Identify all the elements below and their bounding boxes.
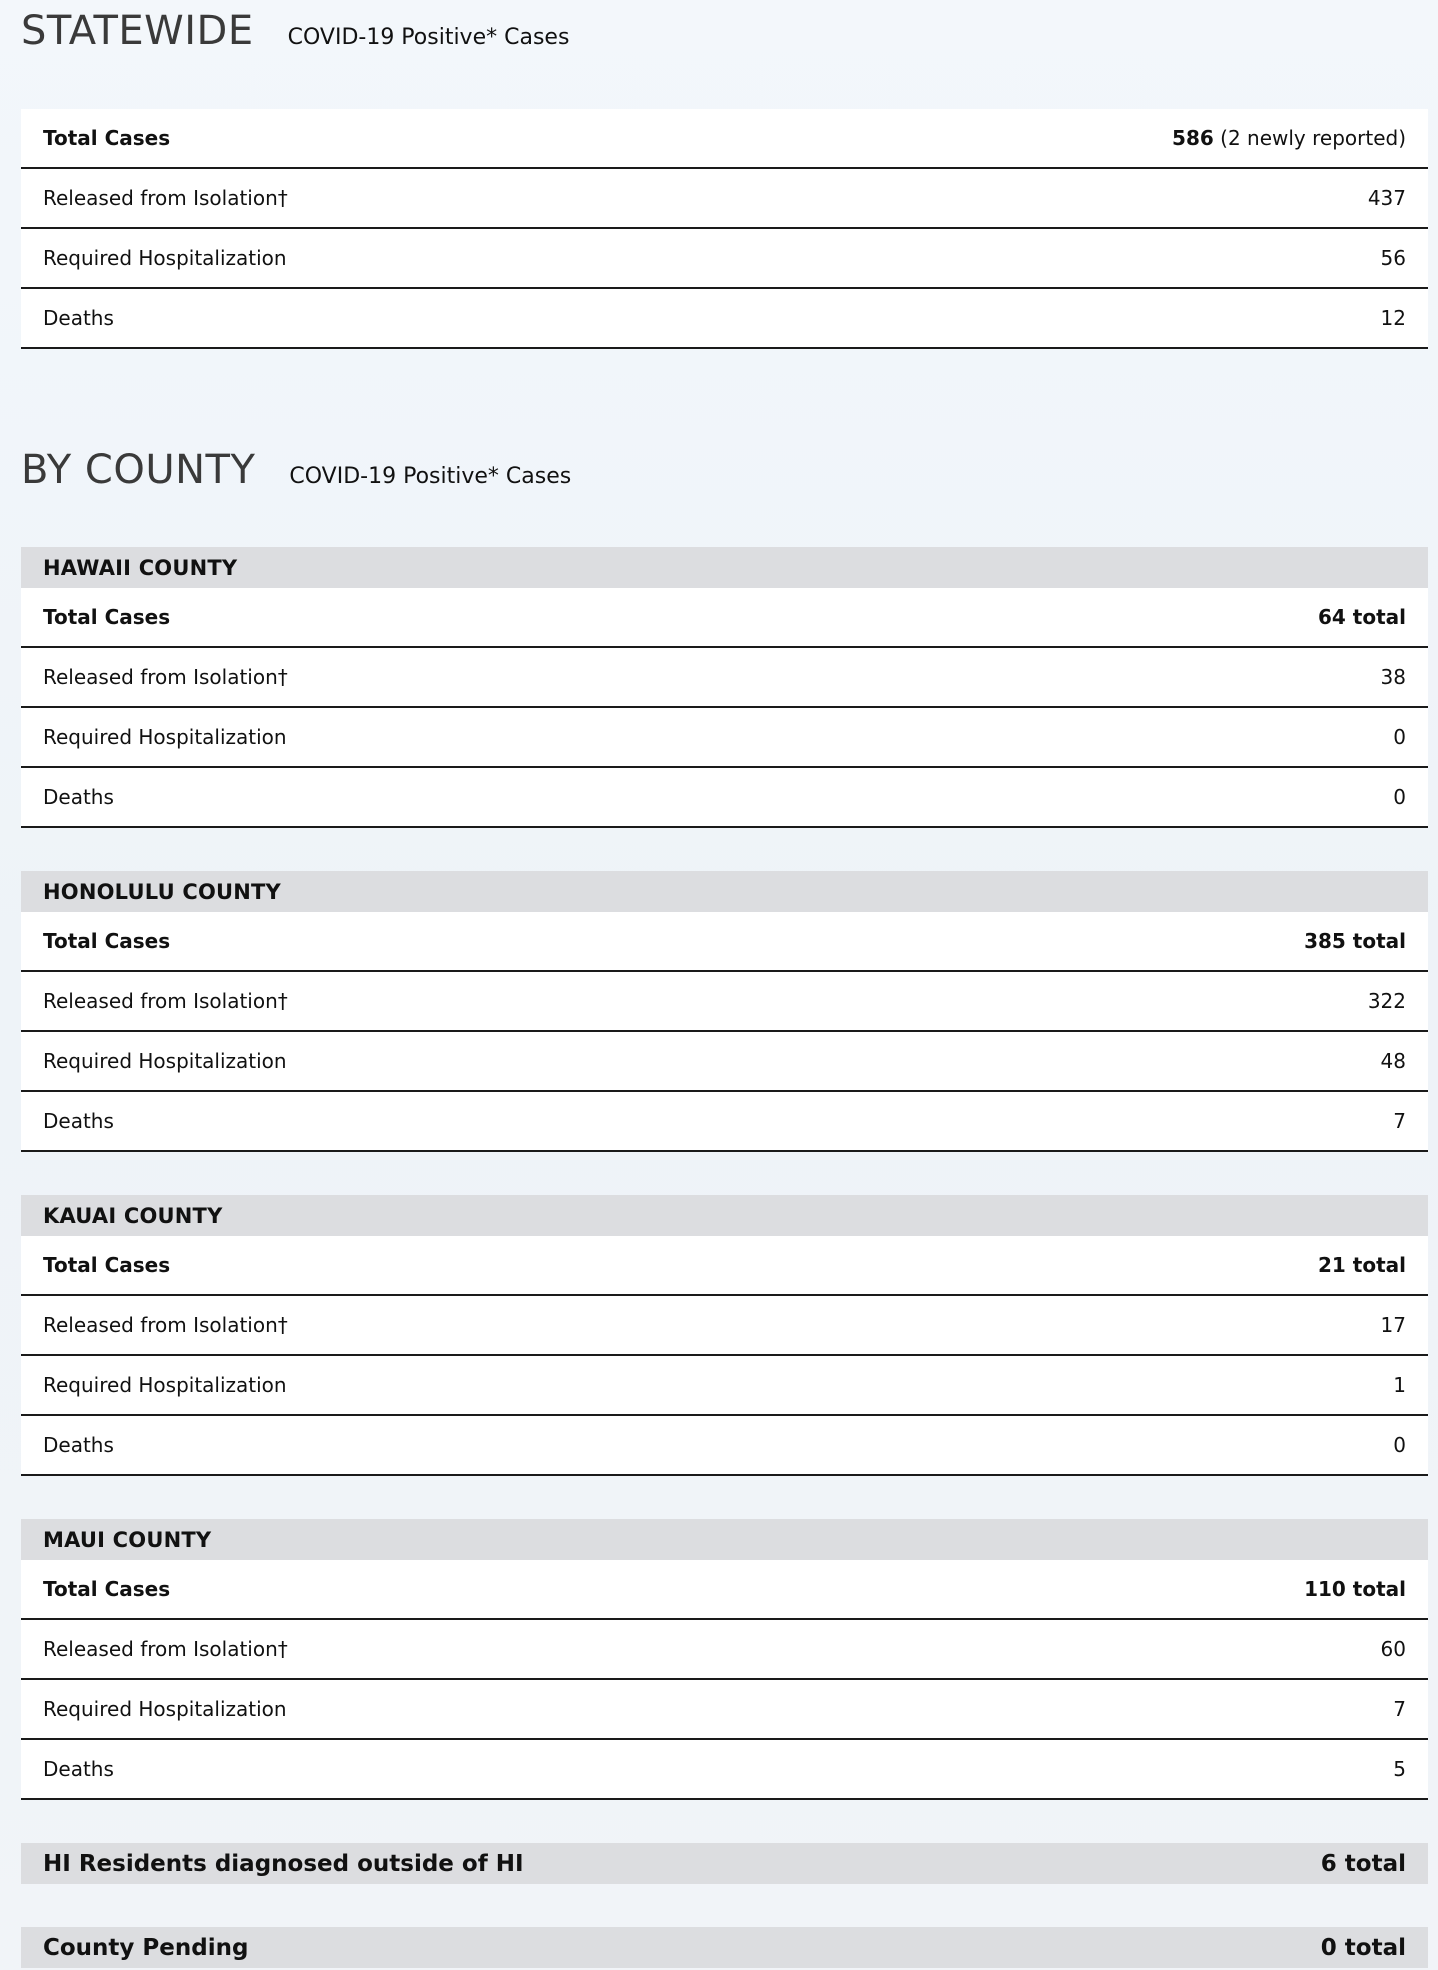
row-value: 385 total xyxy=(1304,929,1406,953)
row-label: Released from Isolation† xyxy=(43,989,288,1013)
row-value: 56 xyxy=(1380,246,1406,270)
table-row xyxy=(21,972,1428,1032)
row-label: Required Hospitalization xyxy=(43,1697,287,1721)
row-value: 12 xyxy=(1380,306,1406,330)
row-value: 38 xyxy=(1380,665,1406,689)
table-row xyxy=(21,289,1428,349)
table-row xyxy=(21,768,1428,828)
row-label: Deaths xyxy=(43,306,114,330)
row-value xyxy=(1172,126,1406,150)
by-county-title: BY COUNTY xyxy=(21,447,256,493)
county-name: HONOLULU COUNTY xyxy=(21,871,1428,912)
row-label: Deaths xyxy=(43,1109,114,1133)
row-label: Released from Isolation† xyxy=(43,665,288,689)
table-row xyxy=(21,708,1428,768)
table-row xyxy=(21,648,1428,708)
total-cases-value: 586 xyxy=(1172,126,1214,150)
statewide-subtitle: COVID-19 Positive* Cases xyxy=(287,25,570,50)
table-row xyxy=(21,1356,1428,1416)
table-row xyxy=(21,1620,1428,1680)
row-value: 110 total xyxy=(1304,1577,1406,1601)
row-value: 7 xyxy=(1393,1109,1406,1133)
row-value: 437 xyxy=(1367,186,1406,210)
row-label: Total Cases xyxy=(43,929,171,953)
table-row xyxy=(21,1296,1428,1356)
row-label: Deaths xyxy=(43,1433,114,1457)
table-row xyxy=(21,229,1428,289)
statewide-title: STATEWIDE xyxy=(21,8,254,54)
county-pending-value: 0 total xyxy=(1320,1934,1406,1961)
table-row xyxy=(21,912,1428,972)
page xyxy=(21,0,1428,1968)
row-value: 17 xyxy=(1380,1313,1406,1337)
row-value: 0 xyxy=(1393,725,1406,749)
county-block-honolulu xyxy=(21,871,1428,1152)
row-label: Released from Isolation† xyxy=(43,1637,288,1661)
county-pending-label: County Pending xyxy=(43,1934,249,1961)
row-value: 0 xyxy=(1393,1433,1406,1457)
row-value: 48 xyxy=(1380,1049,1406,1073)
newly-reported-note: (2 newly reported) xyxy=(1213,126,1406,150)
table-row xyxy=(21,1740,1428,1800)
row-value: 322 xyxy=(1367,989,1406,1013)
statewide-table xyxy=(21,109,1428,349)
table-row xyxy=(21,588,1428,648)
outside-hi-label: HI Residents diagnosed outside of HI xyxy=(43,1850,524,1877)
row-label: Required Hospitalization xyxy=(43,1373,287,1397)
by-county-header xyxy=(21,447,1428,547)
statewide-header xyxy=(21,8,1428,109)
county-name: HAWAII COUNTY xyxy=(21,547,1428,588)
table-row xyxy=(21,169,1428,229)
table-row xyxy=(21,109,1428,169)
row-value: 64 total xyxy=(1317,605,1406,629)
table-row xyxy=(21,1560,1428,1620)
table-row xyxy=(21,1032,1428,1092)
row-value: 5 xyxy=(1393,1757,1406,1781)
county-block-kauai xyxy=(21,1195,1428,1476)
county-block-hawaii xyxy=(21,547,1428,828)
row-value: 0 xyxy=(1393,785,1406,809)
outside-hi-row xyxy=(21,1843,1428,1884)
table-row xyxy=(21,1236,1428,1296)
county-name: MAUI COUNTY xyxy=(21,1519,1428,1560)
row-value: 60 xyxy=(1380,1637,1406,1661)
county-block-maui xyxy=(21,1519,1428,1800)
table-row xyxy=(21,1092,1428,1152)
row-label: Deaths xyxy=(43,1757,114,1781)
row-label: Total Cases xyxy=(43,1577,171,1601)
county-pending-row xyxy=(21,1927,1428,1968)
row-label: Deaths xyxy=(43,785,114,809)
row-label: Total Cases xyxy=(43,605,171,629)
row-label: Required Hospitalization xyxy=(43,246,287,270)
county-name: KAUAI COUNTY xyxy=(21,1195,1428,1236)
row-label: Released from Isolation† xyxy=(43,1313,288,1337)
row-label: Total Cases xyxy=(43,1253,171,1277)
row-value: 7 xyxy=(1393,1697,1406,1721)
table-row xyxy=(21,1416,1428,1476)
row-value: 1 xyxy=(1393,1373,1406,1397)
row-label: Required Hospitalization xyxy=(43,725,287,749)
table-row xyxy=(21,1680,1428,1740)
row-label: Required Hospitalization xyxy=(43,1049,287,1073)
row-label: Total Cases xyxy=(43,126,171,150)
by-county-subtitle: COVID-19 Positive* Cases xyxy=(289,464,572,489)
outside-hi-value: 6 total xyxy=(1320,1850,1406,1877)
row-value: 21 total xyxy=(1317,1253,1406,1277)
row-label: Released from Isolation† xyxy=(43,186,288,210)
